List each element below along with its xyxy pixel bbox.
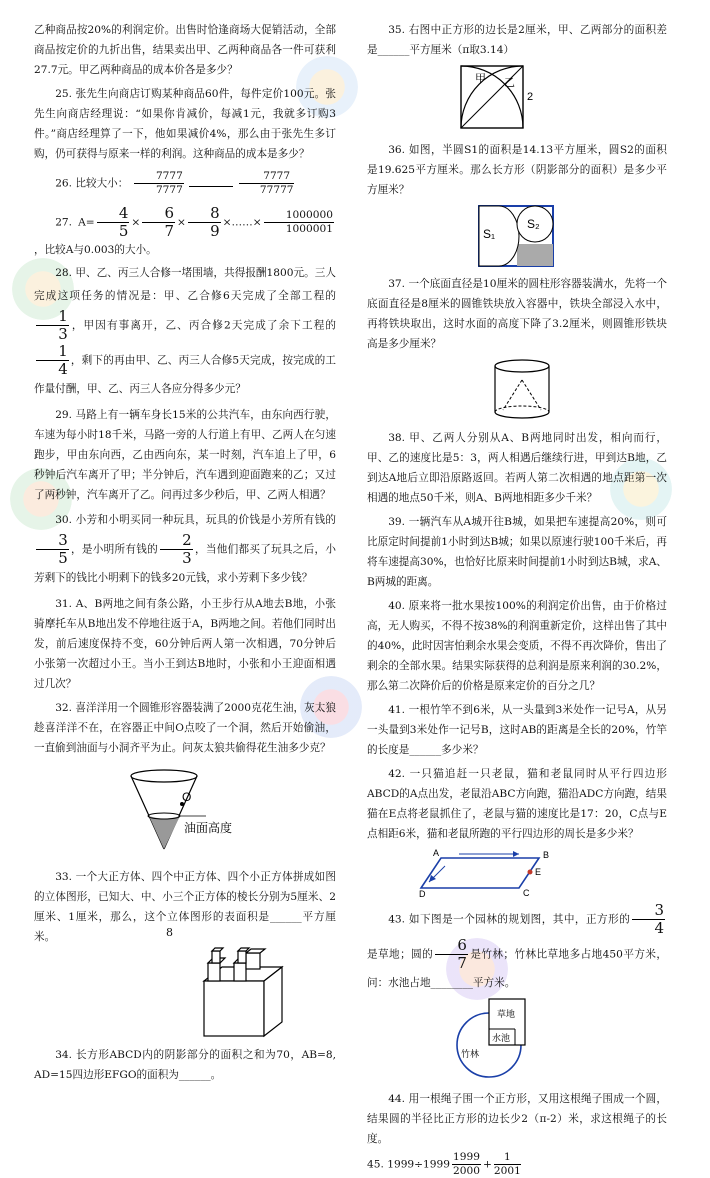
left-column [34, 0, 336, 1085]
problem-26 [34, 170, 336, 197]
fraction: $\frac{4}{5}$ [97, 205, 130, 240]
problem-28: 28. 甲、乙、丙三人合修一堵围墙，共得报酬1800元。三人完成这项任务的情况是：甲、乙合修6天完成了全部工程的 $\frac{1}{3}$ ，甲因有事离开，乙、丙合修2天完成了余下工程的 $\frac{1}{4}$ ，剩下的再由甲、乙、丙三人合修5天完成，按完成的工作量付酬，甲、乙、丙三人各应分得多少元？ [34, 267, 336, 395]
problem-37: 37. 一个底面直径是10厘米的圆柱形容器装满水，先将一个底面直径是8厘米的圆锥铁块放入容器中，铁块全部浸入水中，再将铁块取出，这时水面的高度下降了3.2厘米，则圆锥形铁块高是多少厘米？ [367, 278, 667, 350]
parallelogram-figure [419, 846, 559, 898]
problem-34: 34. 长方形ABCD内的阴影部分的面积之和为70，AB=8, AD=15四边形EFGO的面积为______。 [34, 1049, 336, 1081]
cylinder-cone-figure [487, 358, 557, 422]
problem-24-end: 乙种商品按20%的利润定价。出售时恰逢商场大促销活动，全部商品按定价的九折出售，结果卖出甲、乙两种商品各一件可获利27.7元。甲乙两种商品的成本价各是多少？ [34, 24, 336, 76]
vertex-a-label: A [433, 848, 440, 858]
cube-stack-figure [194, 941, 294, 1041]
label-jia: 甲 [475, 72, 486, 85]
bamboo-label: 竹林 [461, 1050, 480, 1060]
problem-32: 32. 喜洋洋用一个圆锥形容器装满了2000克花生油，灰太狼趁喜洋洋不在，在容器正中间O点咬了一个洞，然后开始偷油，一直偷到油面与小洞齐平为止。问灰太狼共偷得花生油多少克？ [34, 702, 336, 754]
grass-label: 草地 [497, 1010, 516, 1020]
problem-44: 44. 用一根绳子围一个正方形，又用这根绳子围成一个圆，结果圆的半径比正方形的边长少2（π-2）米，求这根绳子的长度。 [367, 1093, 667, 1145]
pool-label: 水池 [492, 1034, 511, 1044]
fraction: $\frac{3}{5}$ [36, 532, 69, 567]
s1-label: S₁ [483, 227, 496, 241]
fraction: $\frac{7777}{7777}$ [134, 170, 184, 197]
fraction: $\frac{1999}{2000}$ [453, 1151, 480, 1177]
problem-35: 35. 右图中正方形的边长是2厘米，甲、乙两部分的面积差是______平方厘米（π取3.14） [367, 24, 667, 56]
vertex-b-label: B [543, 850, 550, 860]
fraction: $\frac{1}{2001}$ [493, 1151, 521, 1177]
problem-29: 29. 马路上有一辆车身长15米的公共汽车，由东向西行驶，车速为每小时18千米，马路一旁的人行道上有甲、乙两人在匀速跑步，甲由东向西，乙由西向东，某一时刻，汽车追上了甲，6秒钟后汽车离开了甲；半分钟后，汽车遇到迎面跑来的乙；又过了两秒钟，汽车离开了乙。问再过多少秒后，甲、乙两人相遇？ [34, 409, 336, 501]
problem-31: 31. A、B两地之间有条公路，小王步行从A地去B地，小张骑摩托车从B地出发不停地往返于A，B两地之间。若他们同时出发，前后速度保持不变，60分钟后两人第一次相遇，70分钟后小张第一次超过小王。当小王到达B地时，小张和小王迎面相遇过几次？ [34, 598, 336, 690]
problem-38: 38. 甲、乙两人分别从A、B两地同时出发，相向而行，甲、乙的速度比是5：3，两人相遇后继续行进，甲到达B地，乙到达A地后立即沿原路返回。若两人第二次相遇的地点距第一次相遇的地点50千米，则A、B两地相距多少千米？ [367, 432, 667, 504]
point-o-label: O [182, 790, 192, 804]
problem-36: 36. 如图，半圆S1的面积是14.13平方厘米，圆S2的面积是19.625平方厘米。那么长方形（阴影部分的面积）是多少平方厘米？ [367, 144, 667, 196]
fraction: $\frac{2}{3}$ [160, 532, 193, 567]
problem-42: 42. 一只猫追赶一只老鼠，猫和老鼠同时从平行四边形ABCD的A点出发，老鼠沿ABC方向跑，猫沿ADC方向跑，结果猫在E点将老鼠抓住了，老鼠与猫的速度比是17：20，C点与E点相距6米，猫和老鼠所跑的平行四边形的周长是多少米？ [367, 768, 667, 840]
s2-label: S₂ [527, 217, 540, 231]
answer-blank [189, 176, 233, 187]
problem-39: 39. 一辆汽车从A城开往B城，如果把车速提高20%，则可比原定时间提前1小时到达B城；如果以原速行驶100千米后，再将车速提高30%，也恰好比原来时间提前1小时到达B城，求A、B两城的距离。 [367, 516, 667, 588]
page-number: 8 [166, 926, 173, 939]
right-column [367, 0, 667, 1178]
label-yi: 乙 [504, 76, 515, 89]
fraction: $\frac{1000000}{1000001}$ [264, 209, 334, 236]
square-arc-figure [459, 64, 539, 134]
fraction: $\frac{7777}{77777}$ [239, 170, 294, 197]
fraction: $\frac{1}{3}$ [36, 308, 69, 343]
fraction: $\frac{1}{4}$ [36, 343, 69, 378]
problem-26-prefix: 26. 比较大小： [55, 177, 129, 190]
problem-41: 41. 一根竹竿不到6米，从一头量到3米处作一记号A，从另一头量到3米处作一记号B，这时AB的距离是全长的20%，竹竿的长度是______多少米？ [367, 704, 667, 756]
problem-27: 27. A= $\frac{4}{5}$ × $\frac{6}{7}$ × $\frac{8}{9}$ ×……× $\frac{1000000}{1000001}$ ，比较A与0.003的大小。 [34, 204, 333, 256]
problem-33: 33. 一个大正方体、四个中正方体、四个小正方体拼成如图的立体图形，已知大、中、小三个正方体的棱长分别为5厘米、2厘米、1厘米，那么，这个立体图形的表面积是______平方厘米。 [34, 871, 336, 943]
fraction: $\frac{8}{9}$ [188, 205, 221, 240]
problem-40: 40. 原来将一批水果按100%的利润定价出售，由于价格过高，无人购买，不得不按38%的利润重新定价，这样出售了其中的40%，此时因害怕剩余水果会变质，不得不再次降价，售出了剩余的全部水果。结果实际获得的总利润是原来利润的30.2%，那么第二次降价后的价格是原来定价的百分之几？ [367, 600, 667, 692]
fraction: $\frac{6}{7}$ [435, 937, 468, 972]
fraction: $\frac{3}{4}$ [632, 902, 665, 937]
cone-figure [124, 764, 274, 859]
garden-figure [453, 997, 543, 1079]
problem-25: 25. 张先生向商店订购某种商品60件，每件定价100元。张先生向商店经理说：“如果你肯减价，每减1元，我就多订购3件。”商店经理算了一下，他如果减价4%，那么由于张先生多订购，仍可获得与原来一样的利润。这种商品的成本是多少？ [34, 88, 336, 160]
problem-45: 45. 1999÷1999 $\frac{1999}{2000}$ + $\frac{1}{2001}$ [367, 1151, 521, 1177]
problem-43: 43. 如下图是一个园林的规划图，其中，正方形的 $\frac{3}{4}$ 是草地；圆的 $\frac{6}{7}$ 是竹林；竹林比草地多占地450平方米，问：水池占地________平方米。 [367, 901, 668, 989]
vertex-d-label: D [419, 889, 426, 898]
circles-in-rectangle-figure [477, 204, 557, 268]
point-e-label: E [535, 867, 542, 877]
oil-level-label: 油面高度 [184, 821, 233, 835]
problem-30: 30. 小芳和小明买同一种玩具，玩具的价钱是小芳所有钱的 $\frac{3}{5}$ ，是小明所有钱的 $\frac{2}{3}$ ，当他们都买了玩具之后，小芳剩下的钱比小明剩下的钱多20元钱，求小芳剩下多少钱？ [34, 514, 337, 584]
vertex-c-label: C [523, 888, 530, 898]
side-length-label: 2 [527, 91, 534, 103]
fraction: $\frac{6}{7}$ [142, 205, 175, 240]
